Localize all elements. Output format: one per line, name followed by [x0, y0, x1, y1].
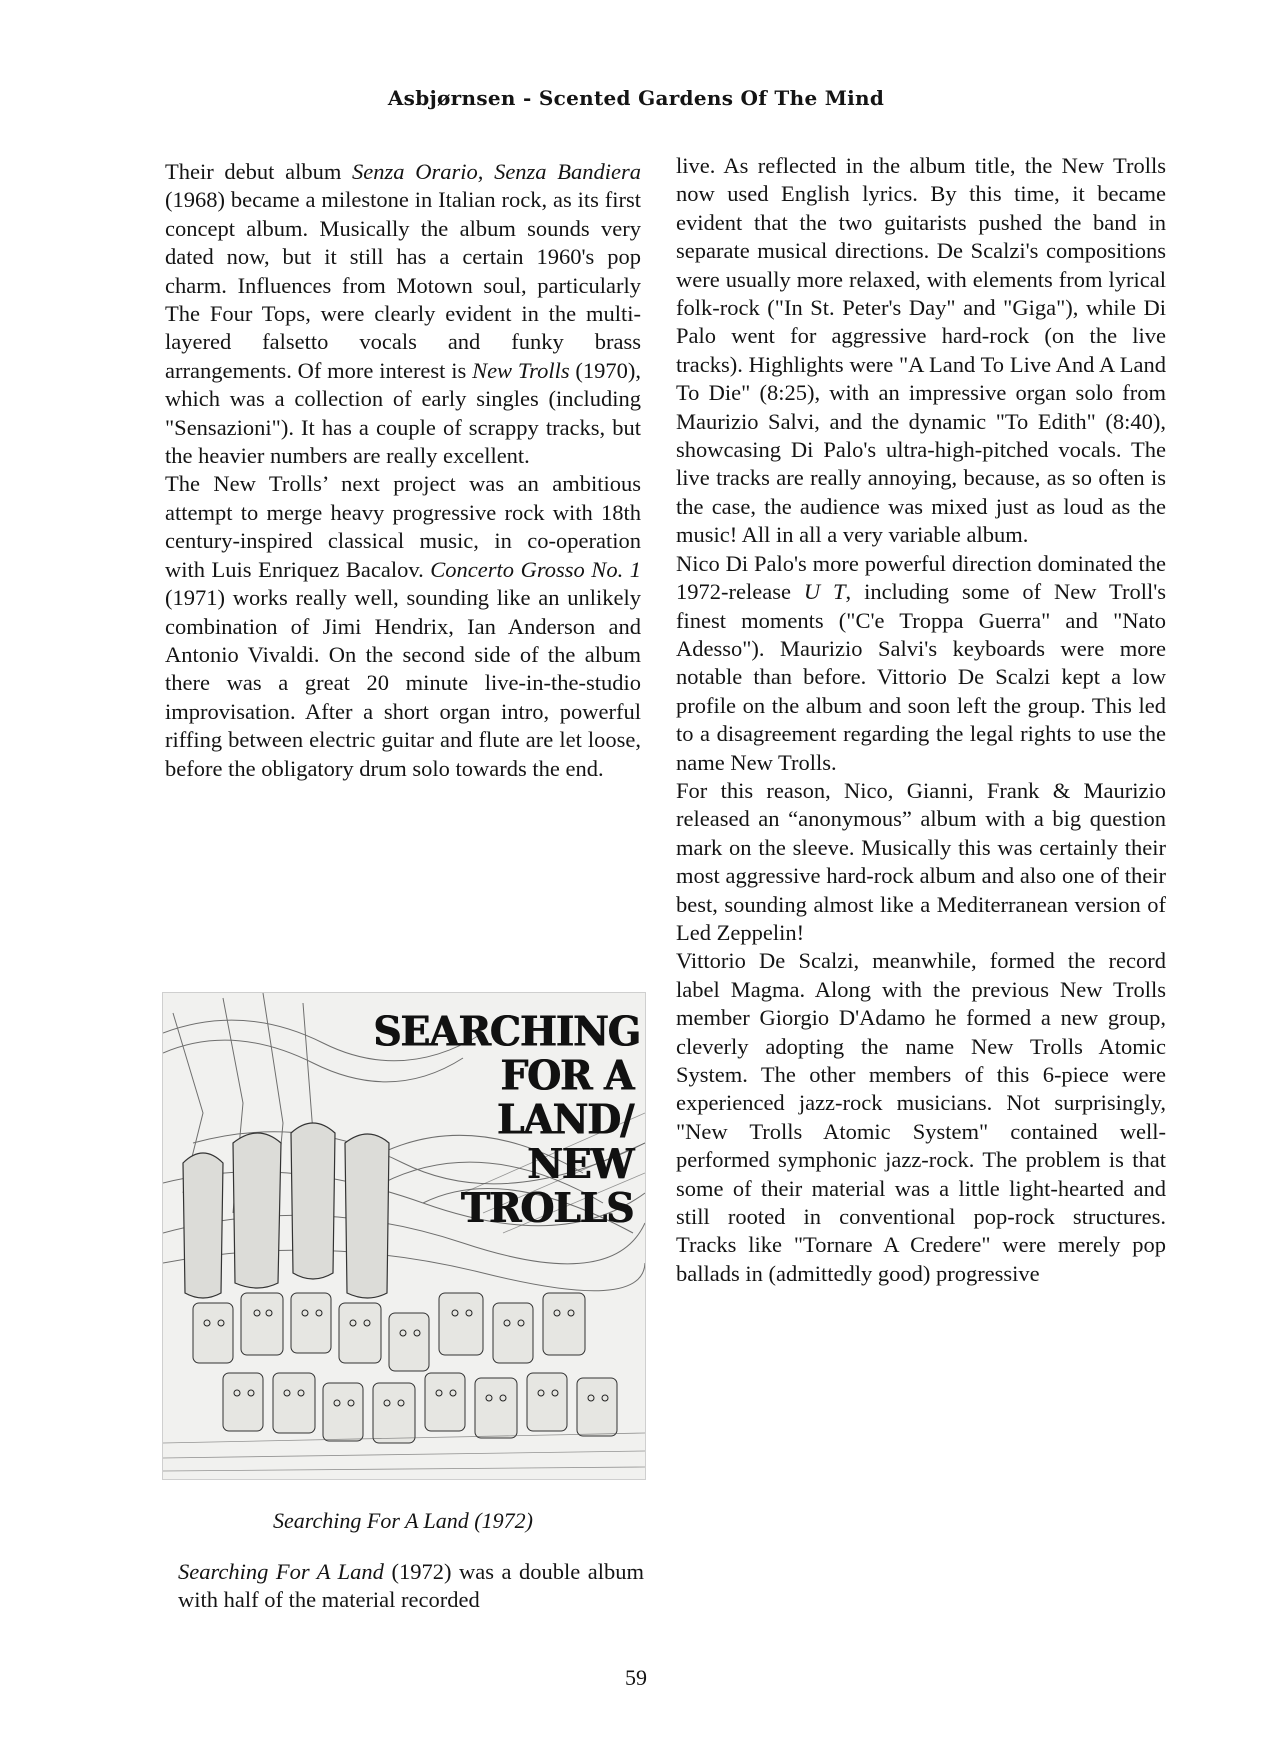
cover-title	[373, 1007, 640, 1233]
album-cover-image	[162, 992, 646, 1480]
cover-title-line: NEW TROLLS	[460, 1139, 633, 1233]
paragraph-debut-album: Their debut album Senza Orario, Senza Bandiera (1968) became a milestone in Italian rock, as its first concept album. Musically the album sounds very dated now, but it still has a certain 1960's pop charm. Influences from Motown soul, particularly The Four Tops, were clearly evident in the multi-layered falsetto vocals and funky brass arrangements. Of more interest is New Trolls (1970), which was a collection of early singles (including "Sensazioni"). It has a couple of scrappy tracks, but the heavier numbers are really excellent.	[165, 159, 641, 469]
italic-title: U T	[803, 579, 846, 605]
left-column	[165, 158, 641, 783]
right-column	[676, 152, 1166, 1288]
paragraph-atomic-system: Vittorio De Scalzi, meanwhile, formed the record label Magma. Along with the previous New Trolls member Giorgio D'Adamo he formed a new group, cleverly adopting the name New Trolls Atomic System. The other members of this 6-piece were experienced jazz-rock musicians. Not surprisingly, "New Trolls Atomic System" contained well-performed symphonic jazz-rock. The problem is that some of their material was a little light-hearted and still rooted in conventional pop-rock structures. Tracks like "Tornare A Credere" were merely pop ballads in (admittedly good) progressive	[676, 948, 1166, 1286]
paragraph-anonymous-album: For this reason, Nico, Gianni, Frank & Maurizio released an “anonymous” album with a big question mark on the sleeve. Musically this was certainly their most aggressive hard-rock album and also one of their best, sounding almost like a Mediterranean version of Led Zeppelin!	[676, 777, 1166, 945]
paragraph-ut-release: Nico Di Palo's more powerful direction dominated the 1972-release U T, including some of New Troll's finest moments ("C'e Troppa Guerra" and "Nato Adesso"). Maurizio Salvi's keyboards were more notable than before. Vittorio De Scalzi kept a low profile on the album and soon left the group. This led to a disagreement regarding the legal rights to use the name New Trolls.	[676, 550, 1166, 775]
italic-title: New Trolls	[472, 357, 570, 383]
paragraph-searching-for-a-land: Searching For A Land (1972) was a double album with half of the material recorded	[178, 1559, 644, 1613]
italic-title: Concerto Grosso No. 1	[430, 556, 641, 582]
paragraph-concerto-grosso: The New Trolls’ next project was an ambitious attempt to merge heavy progressive rock with 18th century-inspired classical music, in co-operation with Luis Enriquez Bacalov. Concerto Grosso No. 1 (1971) works really well, sounding like an unlikely combination of Jimi Hendrix, Ian Anderson and Antonio Vivaldi. On the second side of the album there was a great 20 minute live-in-the-studio improvisation. After a short organ intro, powerful riffing between electric guitar and flute are let loose, before the obligatory drum solo towards the end.	[165, 471, 641, 781]
paragraph-live-album: live. As reflected in the album title, the New Trolls now used English lyrics. By this time, it became evident that the two guitarists pushed the band in separate musical directions. De Scalzi's compositions were usually more relaxed, with elements from lyrical folk-rock ("In St. Peter's Day" and "Giga"), while Di Palo went for aggressive hard-rock (on the live tracks). Highlights were "A Land To Live And A Land To Die" (8:25), with an impressive organ solo from Maurizio Salvi, and the dynamic "To Edith" (8:40), showcasing Di Palo's ultra-high-pitched vocals. The live tracks are really annoying, because, as so often is the case, the audience was mixed just as loud as the music! All in all a very variable album.	[676, 153, 1166, 548]
italic-title: Senza Orario, Senza Bandiera	[352, 159, 641, 184]
page-number: 59	[625, 1665, 647, 1690]
figure-caption: Searching For A Land (1972)	[273, 1508, 533, 1533]
cover-title-line: SEARCHING	[373, 1007, 640, 1056]
cover-title-line: FOR A LAND/	[496, 1051, 633, 1145]
running-header: Asbjørnsen - Scented Gardens Of The Mind	[387, 86, 885, 110]
italic-title: Searching For A Land	[178, 1559, 384, 1584]
